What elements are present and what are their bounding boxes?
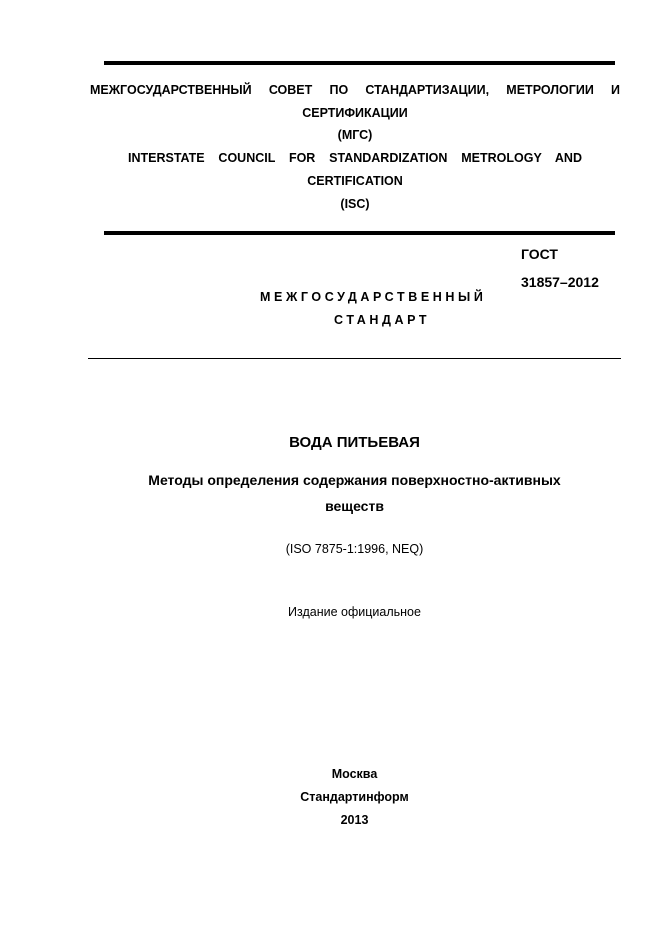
iso-reference: (ISO 7875-1:1996, NEQ) bbox=[285, 542, 424, 556]
document-subtitle-line2: веществ bbox=[325, 498, 384, 514]
standard-type-line2: СТАНДАРТ bbox=[334, 313, 431, 327]
gost-label: ГОСТ bbox=[521, 246, 558, 262]
standard-type-line1: МЕЖГОСУДАРСТВЕННЫЙ bbox=[260, 290, 487, 304]
council-en-abbr: (ISC) bbox=[340, 197, 370, 211]
council-ru-abbr: (МГС) bbox=[337, 128, 373, 142]
edition-label: Издание официальное bbox=[288, 605, 421, 619]
document-subtitle-line1: Методы определения содержания поверхностно-активных bbox=[148, 472, 561, 488]
council-en-line1: INTERSTATE COUNCIL FOR STANDARDIZATION METROLOGY AND bbox=[128, 151, 582, 165]
middle-rule bbox=[104, 231, 615, 235]
publication-year: 2013 bbox=[340, 813, 369, 827]
publisher-name: Стандартинформ bbox=[300, 790, 409, 804]
publication-city: Москва bbox=[331, 767, 378, 781]
top-rule bbox=[104, 61, 615, 65]
header-divider bbox=[88, 358, 621, 359]
council-ru-line2: СЕРТИФИКАЦИИ bbox=[302, 106, 408, 120]
council-en-line2: CERTIFICATION bbox=[307, 174, 403, 188]
council-ru-line1: МЕЖГОСУДАРСТВЕННЫЙ СОВЕТ ПО СТАНДАРТИЗАЦИИ, МЕТРОЛОГИИ И bbox=[90, 83, 620, 97]
gost-number: 31857–2012 bbox=[521, 274, 599, 290]
document-title: ВОДА ПИТЬЕВАЯ bbox=[289, 434, 420, 451]
